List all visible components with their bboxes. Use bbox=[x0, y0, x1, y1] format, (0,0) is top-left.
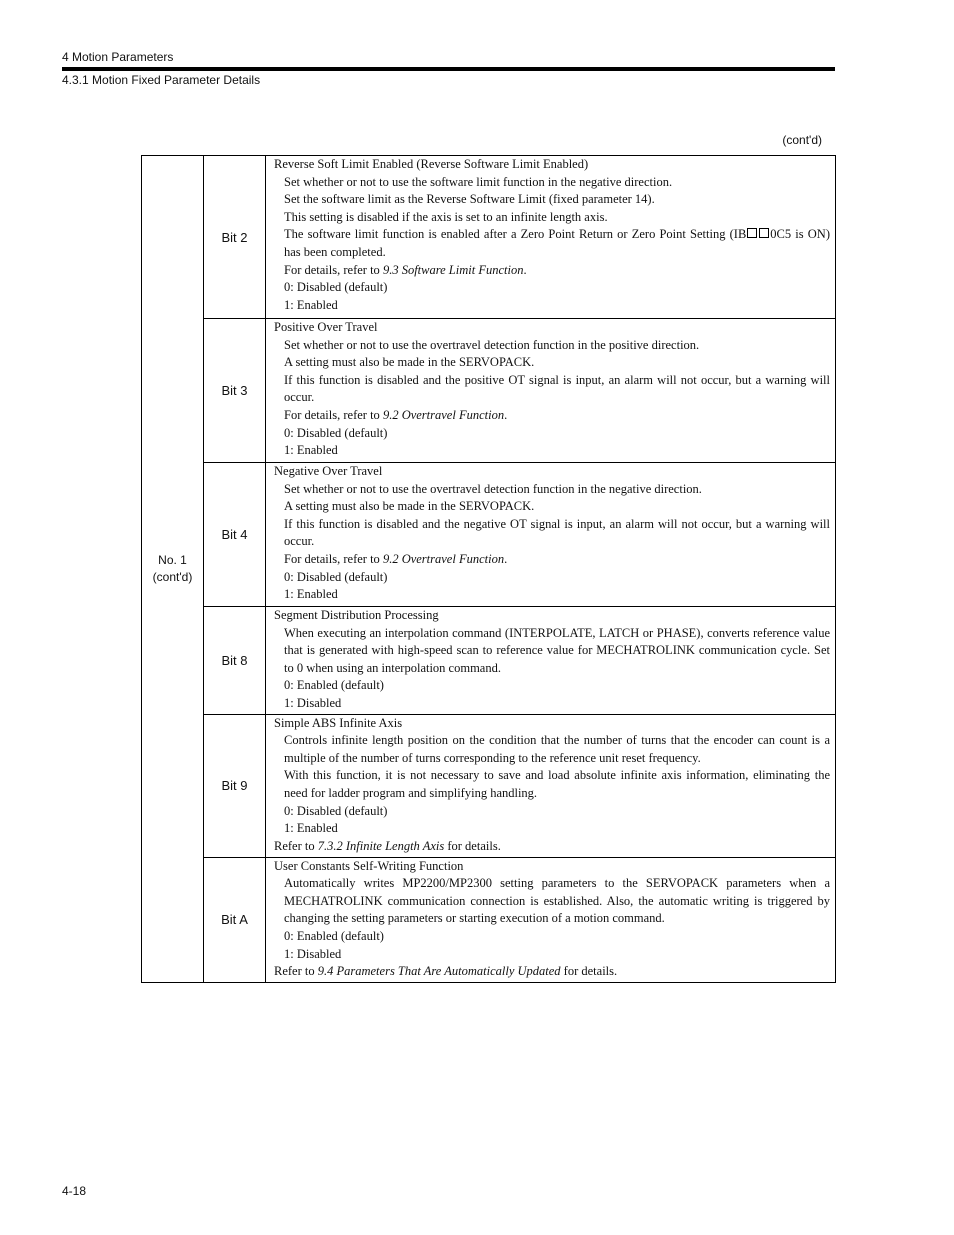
bit-label: Bit 2 bbox=[204, 156, 266, 319]
option-line: 0: Disabled (default) bbox=[284, 803, 388, 818]
table-row bbox=[142, 714, 836, 857]
desc-line: Set the software limit as the Reverse Software Limit (fixed parameter 14). bbox=[284, 192, 655, 207]
table-row bbox=[142, 607, 836, 715]
section-header: 4.3.1 Motion Fixed Parameter Details bbox=[62, 73, 261, 87]
bit-title: Negative Over Travel bbox=[274, 464, 383, 478]
bit-description bbox=[266, 607, 836, 715]
param-contd: (cont'd) bbox=[152, 569, 193, 584]
option-line: 0: Disabled (default) bbox=[284, 280, 388, 295]
cross-reference: 9.2 Overtravel Function bbox=[382, 551, 505, 566]
table-row bbox=[142, 319, 836, 463]
bit-title: Simple ABS Infinite Axis bbox=[274, 715, 403, 730]
table-row bbox=[142, 857, 836, 982]
contd-label: (cont'd) bbox=[782, 133, 822, 147]
refer-line: Refer to 9.4 Parameters That Are Automatically Updated for details. bbox=[274, 964, 618, 979]
desc-line: For details, refer to 9.3 Software Limit Function. bbox=[284, 262, 527, 277]
table-row bbox=[142, 156, 836, 319]
param-number-cell bbox=[142, 156, 204, 983]
desc-line: For details, refer to 9.2 Overtravel Function. bbox=[284, 407, 508, 422]
option-line: 1: Enabled bbox=[284, 443, 338, 458]
desc-line: With this function, it is not necessary to save and load absolute infinite axis information, eliminating the need for ladder program and simplifying handling. bbox=[284, 768, 830, 800]
desc-line: A setting must also be made in the SERVOPACK. bbox=[284, 355, 535, 370]
chapter-header: 4 Motion Parameters bbox=[62, 50, 174, 64]
square-placeholder-icon bbox=[759, 228, 769, 238]
desc-line: When executing an interpolation command (INTERPOLATE, LATCH or PHASE), converts reference value that is generated with high-speed scan to reference value for MECHATROLINK communication cycle. Set to 0 when using an interpolation command. bbox=[284, 625, 830, 675]
bit-description bbox=[266, 319, 836, 463]
bit-title: Reverse Soft Limit Enabled (Reverse Software Limit Enabled) bbox=[274, 157, 589, 171]
parameter-table bbox=[141, 155, 836, 983]
option-line: 1: Disabled bbox=[284, 695, 342, 710]
desc-line: A setting must also be made in the SERVOPACK. bbox=[284, 499, 535, 514]
desc-line: Set whether or not to use the overtravel detection function in the negative direction. bbox=[284, 481, 702, 496]
desc-line: Automatically writes MP2200/MP2300 setting parameters to the SERVOPACK parameters when a MECHATROLINK communication connection is established. Also, the automatic writing is triggered by changing the setting parameters or starting execution of a motion command. bbox=[284, 876, 830, 926]
page-number: 4-18 bbox=[62, 1184, 87, 1198]
bit-title: Positive Over Travel bbox=[274, 320, 378, 334]
option-line: 1: Disabled bbox=[284, 946, 342, 961]
desc-line: This setting is disabled if the axis is set to an infinite length axis. bbox=[284, 209, 608, 224]
bit-description bbox=[266, 156, 836, 319]
desc-line: Set whether or not to use the overtravel detection function in the positive direction. bbox=[284, 337, 700, 352]
option-line: 0: Enabled (default) bbox=[284, 928, 384, 943]
bit-label: Bit 4 bbox=[204, 463, 266, 607]
cross-reference: 9.3 Software Limit Function bbox=[382, 262, 524, 277]
header-rule bbox=[62, 67, 835, 71]
refer-line: Refer to 7.3.2 Infinite Length Axis for details. bbox=[274, 838, 501, 853]
cross-reference: 9.2 Overtravel Function bbox=[382, 407, 505, 422]
bit-label: Bit 8 bbox=[204, 607, 266, 715]
desc-line: For details, refer to 9.2 Overtravel Function. bbox=[284, 551, 508, 566]
desc-line: Set whether or not to use the software limit function in the negative direction. bbox=[284, 174, 673, 189]
param-number: No. 1 bbox=[158, 552, 187, 567]
desc-line: Controls infinite length position on the condition that the number of turns that the encoder can count is a multiple of the number of turns corresponding to the reference unit reset frequency. bbox=[284, 733, 830, 765]
option-line: 1: Enabled bbox=[284, 821, 338, 836]
option-line: 0: Disabled (default) bbox=[284, 569, 388, 584]
bit-title: Segment Distribution Processing bbox=[274, 608, 439, 622]
bit-label: Bit 3 bbox=[204, 319, 266, 463]
bit-description bbox=[266, 857, 836, 982]
desc-line: If this function is disabled and the positive OT signal is input, an alarm will not occur, but a warning will occur. bbox=[284, 372, 830, 405]
bit-label: Bit A bbox=[204, 857, 266, 982]
option-line: 0: Enabled (default) bbox=[284, 678, 384, 693]
option-line: 1: Enabled bbox=[284, 587, 338, 602]
bit-description bbox=[266, 463, 836, 607]
bit-title: User Constants Self-Writing Function bbox=[274, 858, 464, 873]
table-row bbox=[142, 463, 836, 607]
bit-description bbox=[266, 714, 836, 857]
option-line: 0: Disabled (default) bbox=[284, 425, 388, 440]
cross-reference: 9.4 Parameters That Are Automatically Updated bbox=[317, 964, 561, 979]
desc-line: If this function is disabled and the negative OT signal is input, an alarm will not occur, but a warning will occur. bbox=[284, 516, 830, 549]
desc-line: The software limit function is enabled after a Zero Point Return or Zero Point Setting (IB 0C5 is ON) has been completed. bbox=[284, 227, 830, 259]
option-line: 1: Enabled bbox=[284, 297, 338, 312]
bit-label: Bit 9 bbox=[204, 714, 266, 857]
square-placeholder-icon bbox=[747, 228, 757, 238]
cross-reference: 7.3.2 Infinite Length Axis bbox=[317, 838, 445, 853]
